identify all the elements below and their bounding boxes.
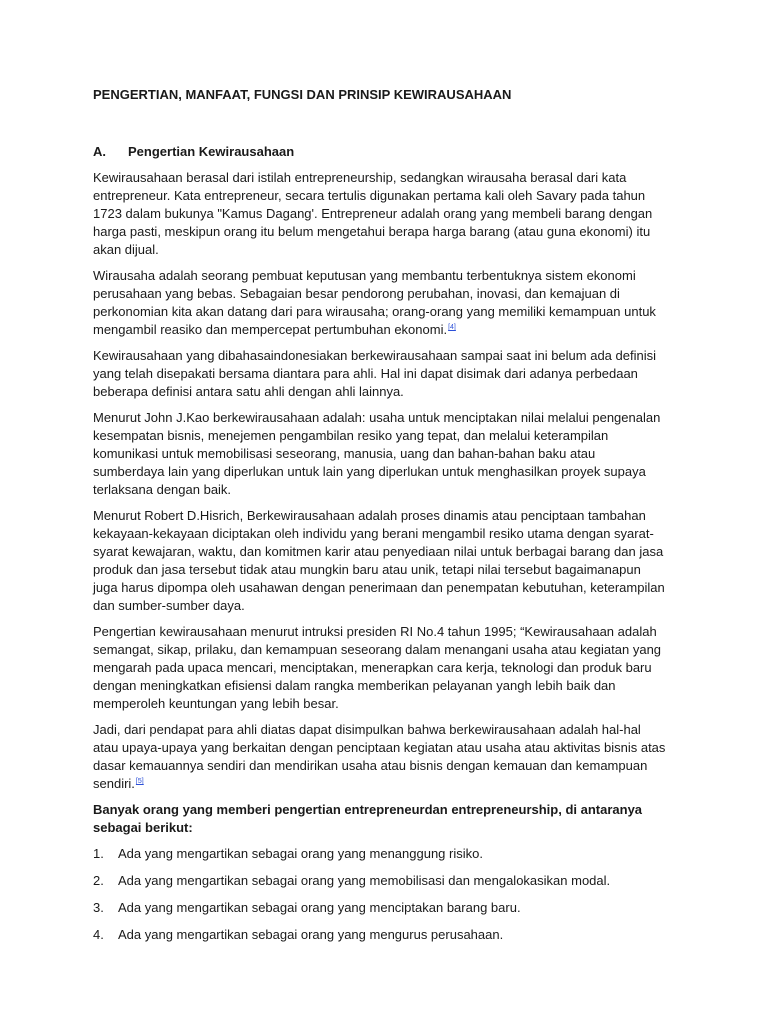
footnote-link[interactable]: [5]: [135, 778, 144, 785]
section-heading-text: Pengertian Kewirausahaan: [128, 144, 295, 159]
section-heading: [93, 143, 668, 161]
list-number: 3.: [93, 900, 104, 915]
paragraph-text: Pengertian kewirausahaan menurut intruksi presiden RI No.4 tahun 1995; “Kewirausahaan adalah semangat, sikap, prilaku, dan kemampuan seseorang dalam menangani usaha atau kegiatan yang mengarah pada upaca mencari, menciptakan, menerapkan cara kerja, teknologi dan produk baru dengan meningkatkan efisiensi dalam rangka memberikan pelayanan yangh lebih baik dan memperoleh keuntungan yang lebih besar.: [93, 624, 662, 711]
paragraph: [93, 347, 668, 401]
footnote-link[interactable]: [4]: [448, 324, 456, 331]
paragraph-text: Kewirausahaan yang dibahasaindonesiakan berkewirausahaan sampai saat ini belum ada definisi yang telah disepakati bersama diantara para ahli. Hal ini dapat disimak dari adanya perbedaan beberapa definisi antara satu ahli dengan ahli lainnya.: [93, 348, 656, 399]
paragraph-text: Kewirausahaan berasal dari istilah entrepreneurship, sedangkan wirausaha berasal dari kata entrepreneur. Kata entrepreneur, secara tertulis digunakan pertama kali oleh Savary pada tahun 1723 dalam bukunya "Kamus Dagang'. Entrepreneur adalah orang yang membeli barang dengan harga pasti, meskipun orang itu belum mengetahui berapa harga barang (atau guna ekonomi) itu akan dijual.: [93, 170, 653, 257]
list-number: 2.: [93, 873, 104, 888]
paragraph: [93, 267, 668, 339]
list-item-text: Ada yang mengartikan sebagai orang yang menanggung risiko.: [118, 846, 483, 861]
paragraph-text: Menurut Robert D.Hisrich, Berkewirausahaan adalah proses dinamis atau penciptaan tambahan kekayaan-kekayaan diciptakan oleh individu yang berani mengambil resiko utama dengan syarat-syarat kewajaran, waktu, dan komitmen karir atau penyediaan nilai untuk berbagai barang dan jasa produk dan jasa tersebut tidak atau mungkin baru atau unik, tetapi nilai tersebut bagaimanapun juga harus dipompa oleh usahawan dengan penerimaan dan penempatan kebutuhan, keterampilan dan sumber-sumber daya.: [93, 508, 665, 613]
paragraph: [93, 721, 668, 793]
list-item-text: Ada yang mengartikan sebagai orang yang memobilisasi dan mengalokasikan modal.: [118, 873, 611, 888]
paragraph-text: Menurut John J.Kao berkewirausahaan adalah: usaha untuk menciptakan nilai melalui pengenalan kesempatan bisnis, menejemen pengambilan resiko yang tepat, dan melalui keterampilan komunikasi untuk memobilisasi seseorang, manusia, uang dan bahan-bahan baku atau sumberdaya lain yang diperlukan untuk lain yang diperlukan untuk menghasilkan proyek supaya terlaksana dengan baik.: [93, 410, 661, 497]
section-letter: A.: [93, 144, 106, 159]
list-item: [93, 872, 668, 890]
paragraph: [93, 623, 668, 713]
paragraph: [93, 409, 668, 499]
list-item: [93, 899, 668, 917]
paragraph-text: Wirausaha adalah seorang pembuat keputusan yang membantu terbentuknya sistem ekonomi perusahaan yang bebas. Sebagaian besar pendorong perubahan, inovasi, dan kemajuan di perkonomian kita akan datang dari para wirausaha; orang-orang yang memiliki kemampuan untuk mengambil reasiko dan mempercepat pertumbuhan ekonomi.: [93, 268, 656, 337]
list-item: [93, 845, 668, 863]
paragraph-text: Jadi, dari pendapat para ahli diatas dapat disimpulkan bahwa berkewirausahaan adalah hal-hal atau upaya-upaya yang berkaitan dengan penciptaan kegiatan atau usaha atau aktivitas bisnis atas dasar kemauannya sendiri dan mendirikan usaha atau bisnis dengan kemauan dan kemampuan sendiri.: [93, 722, 666, 791]
list-item: [93, 926, 668, 944]
list-item-text: Ada yang mengartikan sebagai orang yang mengurus perusahaan.: [118, 927, 504, 942]
paragraph: [93, 507, 668, 615]
list-number: 1.: [93, 846, 104, 861]
paragraph: [93, 169, 668, 259]
list-intro: Banyak orang yang memberi pengertian entrepreneurdan entrepreneurship, di antaranya sebagai berikut:: [93, 802, 643, 835]
numbered-list: [93, 845, 668, 944]
list-number: 4.: [93, 927, 104, 942]
document-title: PENGERTIAN, MANFAAT, FUNGSI DAN PRINSIP KEWIRAUSAHAAN: [93, 87, 512, 102]
list-item-text: Ada yang mengartikan sebagai orang yang menciptakan barang baru.: [118, 900, 521, 915]
